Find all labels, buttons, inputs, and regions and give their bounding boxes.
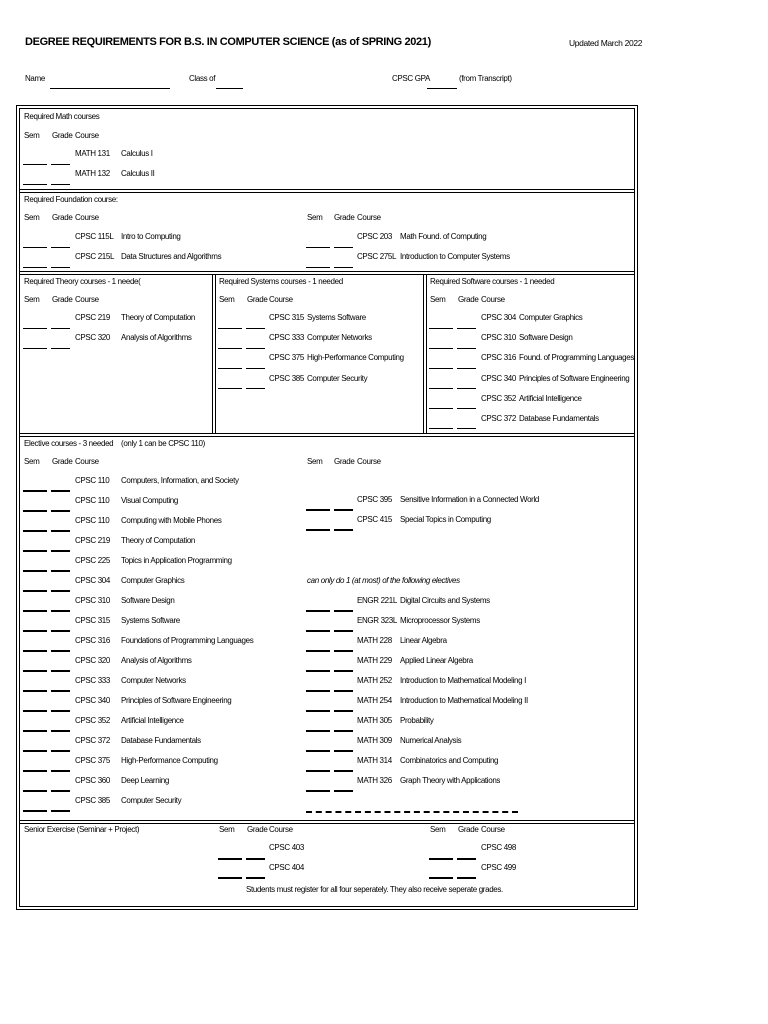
senior-footer-note: Students must register for all four seperately. They also receive seperate grades. [246,885,503,894]
divider-required [19,433,635,434]
course-code: CPSC 304 [481,313,516,322]
col-grade: Grade [247,825,268,834]
sem-field[interactable] [23,630,47,632]
sem-field[interactable] [306,770,330,772]
course-code: CPSC 110 [75,516,110,525]
sem-field[interactable] [306,630,330,632]
class-of-label: Class of [189,74,216,83]
sem-field[interactable] [429,368,453,369]
grade-field[interactable] [246,858,265,860]
col-course: Course [269,825,293,834]
sem-field[interactable] [23,164,47,165]
sem-field[interactable] [23,790,47,792]
course-code: MATH 326 [357,776,392,785]
course-name: Topics in Application Programming [121,556,232,565]
grade-field[interactable] [334,730,353,732]
systems-section-title: Required Systems courses - 1 needed [219,277,343,286]
course-name: High-Performance Computing [307,353,404,362]
grade-field[interactable] [51,570,70,572]
col-grade: Grade [52,295,73,304]
course-code: MATH 252 [357,676,392,685]
sem-field[interactable] [429,428,453,429]
course-code: CPSC 340 [75,696,110,705]
course-name: Computer Security [121,796,182,805]
grade-field[interactable] [51,267,70,268]
grade-field[interactable] [51,510,70,512]
course-code: CPSC 385 [75,796,110,805]
sem-field[interactable] [23,610,47,612]
course-code: CPSC 352 [481,394,516,403]
transcript-label: (from Transcript) [459,74,512,83]
course-name: Theory of Computation [121,313,196,322]
dashed-divider [306,811,518,813]
name-label: Name [25,74,45,83]
course-name: Applied Linear Algebra [400,656,473,665]
updated-date: Updated March 2022 [569,38,643,48]
sem-field[interactable] [306,267,330,268]
grade-field[interactable] [457,388,476,389]
course-code: CPSC 316 [481,353,516,362]
sem-field[interactable] [218,328,242,329]
course-code: CPSC 385 [269,374,304,383]
col-course: Course [481,825,505,834]
course-name: Introduction to Mathematical Modeling II [400,696,528,705]
sem-field[interactable] [218,877,242,879]
course-code: CPSC 375 [75,756,110,765]
sem-field[interactable] [306,650,330,652]
col-grade: Grade [334,457,355,466]
sem-field[interactable] [23,530,47,532]
course-name: Sensitive Information in a Connected World [400,495,540,504]
sem-field[interactable] [23,770,47,772]
course-code: CPSC 333 [75,676,110,685]
grade-field[interactable] [51,348,70,349]
electives-section-title: Elective courses - 3 needed [24,439,114,448]
sem-field[interactable] [23,690,47,692]
col-sem: Sem [24,457,40,466]
col-grade: Grade [334,213,355,222]
page-title: DEGREE REQUIREMENTS FOR B.S. IN COMPUTER SCIENCE (as of SPRING 2021) [25,36,431,48]
sem-field[interactable] [23,650,47,652]
course-code: CPSC 499 [481,863,516,872]
course-code: CPSC 360 [75,776,110,785]
course-code: CPSC 275L [357,252,397,261]
sem-field[interactable] [429,408,453,409]
grade-field[interactable] [457,368,476,369]
course-name: Math Found. of Computing [400,232,487,241]
grade-field[interactable] [457,408,476,409]
col-grade: Grade [52,213,73,222]
course-name: Found. of Programming Languages [519,353,635,362]
course-name: Software Design [121,596,175,605]
sem-field[interactable] [23,550,47,552]
col-course: Course [481,295,505,304]
course-code: CPSC 219 [75,313,110,322]
sem-field[interactable] [306,690,330,692]
col-sem: Sem [219,295,235,304]
grade-field[interactable] [246,368,265,369]
course-code: CPSC 310 [75,596,110,605]
course-code: CPSC 110 [75,496,110,505]
course-name: Calculus I [121,149,153,158]
course-name: Software Design [519,333,573,342]
course-name: Introduction to Mathematical Modeling I [400,676,526,685]
grade-field[interactable] [457,858,476,860]
sem-field[interactable] [429,328,453,329]
theory-section-title: Required Theory courses - 1 neede( [24,277,141,286]
sem-field[interactable] [306,247,330,248]
course-code: CPSC 372 [481,414,516,423]
sem-field[interactable] [23,710,47,712]
course-name: Probability [400,716,434,725]
col-sem: Sem [430,295,446,304]
course-code: MATH 229 [357,656,392,665]
divider-foundation [19,271,635,272]
grade-field[interactable] [334,790,353,792]
class-of-field[interactable] [216,88,243,89]
sem-field[interactable] [23,490,47,492]
sem-field[interactable] [23,750,47,752]
senior-section-title: Senior Exercise (Seminar + Project) [24,825,140,834]
col-course: Course [357,457,381,466]
course-code: CPSC 375 [269,353,304,362]
sem-field[interactable] [306,610,330,612]
col-sem: Sem [307,457,323,466]
sem-field[interactable] [23,730,47,732]
course-code: ENGR 323L [357,616,397,625]
grade-field[interactable] [51,164,70,165]
course-name: Computer Graphics [519,313,583,322]
gpa-field[interactable] [427,88,457,89]
grade-field[interactable] [51,670,70,672]
col-sem: Sem [307,213,323,222]
sem-field[interactable] [306,670,330,672]
course-name: Digital Circuits and Systems [400,596,490,605]
name-field[interactable] [50,88,170,89]
course-name: Computing with Mobile Phones [121,516,222,525]
grade-field[interactable] [246,877,265,879]
col-sem: Sem [24,213,40,222]
course-code: MATH 305 [357,716,392,725]
sem-field[interactable] [218,368,242,369]
course-name: Principles of Software Engineering [121,696,232,705]
course-code: CPSC 225 [75,556,110,565]
course-name: Special Topics in Computing [400,515,491,524]
grade-field[interactable] [51,810,70,812]
grade-field[interactable] [51,750,70,752]
course-code: CPSC 110 [75,476,110,485]
grade-field[interactable] [334,509,353,511]
course-name: Visual Computing [121,496,178,505]
course-name: Theory of Computation [121,536,196,545]
grade-field[interactable] [334,267,353,268]
col-grade: Grade [247,295,268,304]
sem-field[interactable] [306,750,330,752]
course-name: Introduction to Computer Systems [400,252,510,261]
course-code: CPSC 304 [75,576,110,585]
course-code: CPSC 340 [481,374,516,383]
col-course: Course [75,131,99,140]
grade-field[interactable] [51,490,70,492]
col-course: Course [75,457,99,466]
course-name: Systems Software [121,616,180,625]
grade-field[interactable] [334,630,353,632]
grade-field[interactable] [457,877,476,879]
course-name: Computer Networks [121,676,186,685]
course-code: MATH 132 [75,169,110,178]
course-code: CPSC 333 [269,333,304,342]
sem-field[interactable] [218,348,242,349]
sem-field[interactable] [429,388,453,389]
grade-field[interactable] [51,610,70,612]
sem-field[interactable] [23,510,47,512]
col-sem: Sem [24,295,40,304]
grade-field[interactable] [334,650,353,652]
course-code: CPSC 372 [75,736,110,745]
grade-field[interactable] [51,530,70,532]
grade-field[interactable] [334,690,353,692]
course-name: Database Fundamentals [519,414,599,423]
course-name: Intro to Computing [121,232,181,241]
course-name: Numerical Analysis [400,736,462,745]
col-grade: Grade [52,457,73,466]
gpa-label: CPSC GPA [392,74,430,83]
sem-field[interactable] [306,710,330,712]
course-name: Computer Security [307,374,368,383]
course-name: Analysis of Algorithms [121,656,192,665]
course-name: Systems Software [307,313,366,322]
sem-field[interactable] [23,184,47,185]
course-name: Calculus II [121,169,155,178]
course-name: Graph Theory with Applications [400,776,501,785]
course-code: CPSC 404 [269,863,304,872]
course-code: CPSC 403 [269,843,304,852]
course-code: CPSC 315 [75,616,110,625]
sem-field[interactable] [23,670,47,672]
grade-field[interactable] [334,247,353,248]
course-code: CPSC 316 [75,636,110,645]
course-code: CPSC 395 [357,495,392,504]
grade-field[interactable] [334,529,353,531]
course-name: Computer Networks [307,333,372,342]
grade-field[interactable] [51,770,70,772]
grade-field[interactable] [246,328,265,329]
grade-field[interactable] [334,670,353,672]
sem-field[interactable] [23,348,47,349]
sem-field[interactable] [218,388,242,389]
course-name: Computers, Information, and Society [121,476,239,485]
grade-field[interactable] [51,790,70,792]
grade-field[interactable] [51,730,70,732]
col-course: Course [357,213,381,222]
course-code: CPSC 115L [75,232,114,241]
col-course: Course [75,213,99,222]
course-name: Data Structures and Algorithms [121,252,222,261]
course-code: MATH 131 [75,149,110,158]
sem-field[interactable] [23,267,47,268]
grade-field[interactable] [457,328,476,329]
sem-field[interactable] [306,790,330,792]
divider-electives [19,820,635,821]
col-grade: Grade [458,295,479,304]
sem-field[interactable] [306,730,330,732]
course-code: CPSC 415 [357,515,392,524]
grade-field[interactable] [51,710,70,712]
course-code: CPSC 219 [75,536,110,545]
software-section-title: Required Software courses - 1 needed [430,277,555,286]
electives-note: (only 1 can be CPSC 110) [121,439,205,448]
sem-field[interactable] [23,590,47,592]
course-code: CPSC 215L [75,252,115,261]
col-grade: Grade [52,131,73,140]
grade-field[interactable] [334,750,353,752]
course-name: Database Fundamentals [121,736,201,745]
sem-field[interactable] [23,810,47,812]
divider-math [19,189,635,190]
grade-field[interactable] [51,590,70,592]
course-name: Foundations of Programming Languages [121,636,254,645]
sem-field[interactable] [23,247,47,248]
course-name: Combinatorics and Computing [400,756,499,765]
course-code: CPSC 203 [357,232,392,241]
course-code: MATH 314 [357,756,392,765]
grade-field[interactable] [51,247,70,248]
course-code: MATH 228 [357,636,392,645]
sem-field[interactable] [218,858,242,860]
course-name: Computer Graphics [121,576,185,585]
course-code: ENGR 221L [357,596,397,605]
course-code: CPSC 320 [75,656,110,665]
col-grade: Grade [458,825,479,834]
foundation-section-title: Required Foundation course: [24,195,118,204]
course-code: CPSC 498 [481,843,516,852]
grade-field[interactable] [457,348,476,349]
sem-field[interactable] [306,529,330,531]
course-name: Artificial Intelligence [519,394,582,403]
course-name: Microprocessor Systems [400,616,480,625]
grade-field[interactable] [51,650,70,652]
course-name: Deep Learning [121,776,169,785]
restriction-note: can only do 1 (at most) of the following electives [307,576,460,585]
grade-field[interactable] [334,770,353,772]
sem-field[interactable] [306,509,330,511]
col-sem: Sem [219,825,235,834]
inner-frame [19,108,635,907]
course-code: MATH 309 [357,736,392,745]
grade-field[interactable] [51,328,70,329]
course-name: Artificial Intelligence [121,716,184,725]
course-name: Analysis of Algorithms [121,333,192,342]
sem-field[interactable] [23,570,47,572]
grade-field[interactable] [246,388,265,389]
grade-field[interactable] [51,184,70,185]
col-course: Course [269,295,293,304]
grade-field[interactable] [51,690,70,692]
col-sem: Sem [430,825,446,834]
course-name: Linear Algebra [400,636,447,645]
sem-field[interactable] [23,328,47,329]
course-code: MATH 254 [357,696,392,705]
course-name: High-Performance Computing [121,756,218,765]
course-code: CPSC 320 [75,333,110,342]
course-code: CPSC 310 [481,333,516,342]
grade-field[interactable] [51,550,70,552]
col-sem: Sem [24,131,40,140]
col-course: Course [75,295,99,304]
sem-field[interactable] [429,877,453,879]
course-name: Principles of Software Engineering [519,374,630,383]
grade-field[interactable] [334,710,353,712]
math-section-title: Required Math courses [24,112,100,121]
grade-field[interactable] [334,610,353,612]
grade-field[interactable] [246,348,265,349]
course-code: CPSC 352 [75,716,110,725]
sem-field[interactable] [429,858,453,860]
grade-field[interactable] [457,428,476,429]
grade-field[interactable] [51,630,70,632]
course-code: CPSC 315 [269,313,304,322]
sem-field[interactable] [429,348,453,349]
